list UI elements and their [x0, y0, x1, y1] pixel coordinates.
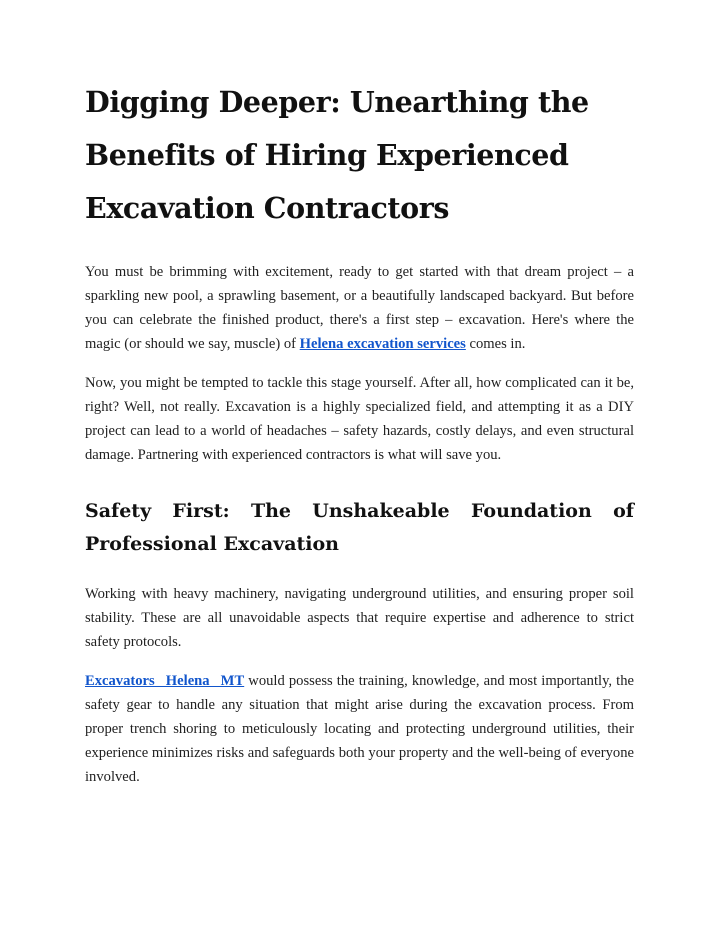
- heading-word: The: [250, 500, 291, 522]
- heading-word: First:: [172, 500, 230, 522]
- intro-text-before-link: You must be brimming with excitement, ready to get started with that dream project – a sparkling new pool, a sprawling basement, or a beautifully landscaped backyard. But before you can celebrate the finished product, there's a first step – excavation. Here's where the magic (or should we say, muscle) of: [85, 264, 634, 352]
- heading-word: of: [613, 500, 634, 522]
- section-heading-line-2: Professional Excavation: [85, 533, 339, 555]
- intro-text-after-link: comes in.: [465, 336, 526, 352]
- title-line-1: Digging Deeper: Unearthing the: [85, 85, 589, 119]
- heading-word: Unshakeable: [312, 500, 450, 522]
- document-page: [85, 76, 634, 789]
- section-heading-line-1: [85, 495, 634, 528]
- heading-word: Foundation: [470, 500, 592, 522]
- excavators-paragraph-text: would possess the training, knowledge, and most importantly, the safety gear to handle any situation that might arise during the excavation process. From proper trench shoring to meticulously locating and protecting underground utilities, their experience minimizes risks and safeguards both your property and the well-being of everyone involved.: [85, 673, 634, 785]
- diy-warning-paragraph: Now, you might be tempted to tackle this stage yourself. After all, how complicated can it be, right? Well, not really. Excavation is a highly specialized field, and attempting it as a DIY project can lead to a world of headaches – safety hazards, costly delays, and even structural damage. Partnering with experienced contractors is what will save you.: [85, 375, 634, 463]
- title-line-3: Excavation Contractors: [85, 191, 450, 225]
- intro-paragraph: [85, 260, 634, 356]
- section-heading-safety-first: [85, 495, 634, 561]
- title-line-2: Benefits of Hiring Experienced: [85, 138, 569, 172]
- safety-requirements-paragraph: Working with heavy machinery, navigating underground utilities, and ensuring proper soil stability. These are all unavoidable aspects that require expertise and adherence to strict safety protocols.: [85, 586, 634, 650]
- heading-word: Safety: [85, 500, 152, 522]
- excavators-helena-mt-link[interactable]: Excavators Helena MT: [85, 673, 245, 689]
- excavators-paragraph: [85, 669, 634, 789]
- page-title: [85, 76, 634, 235]
- helena-excavation-services-link[interactable]: Helena excavation services: [299, 336, 466, 352]
